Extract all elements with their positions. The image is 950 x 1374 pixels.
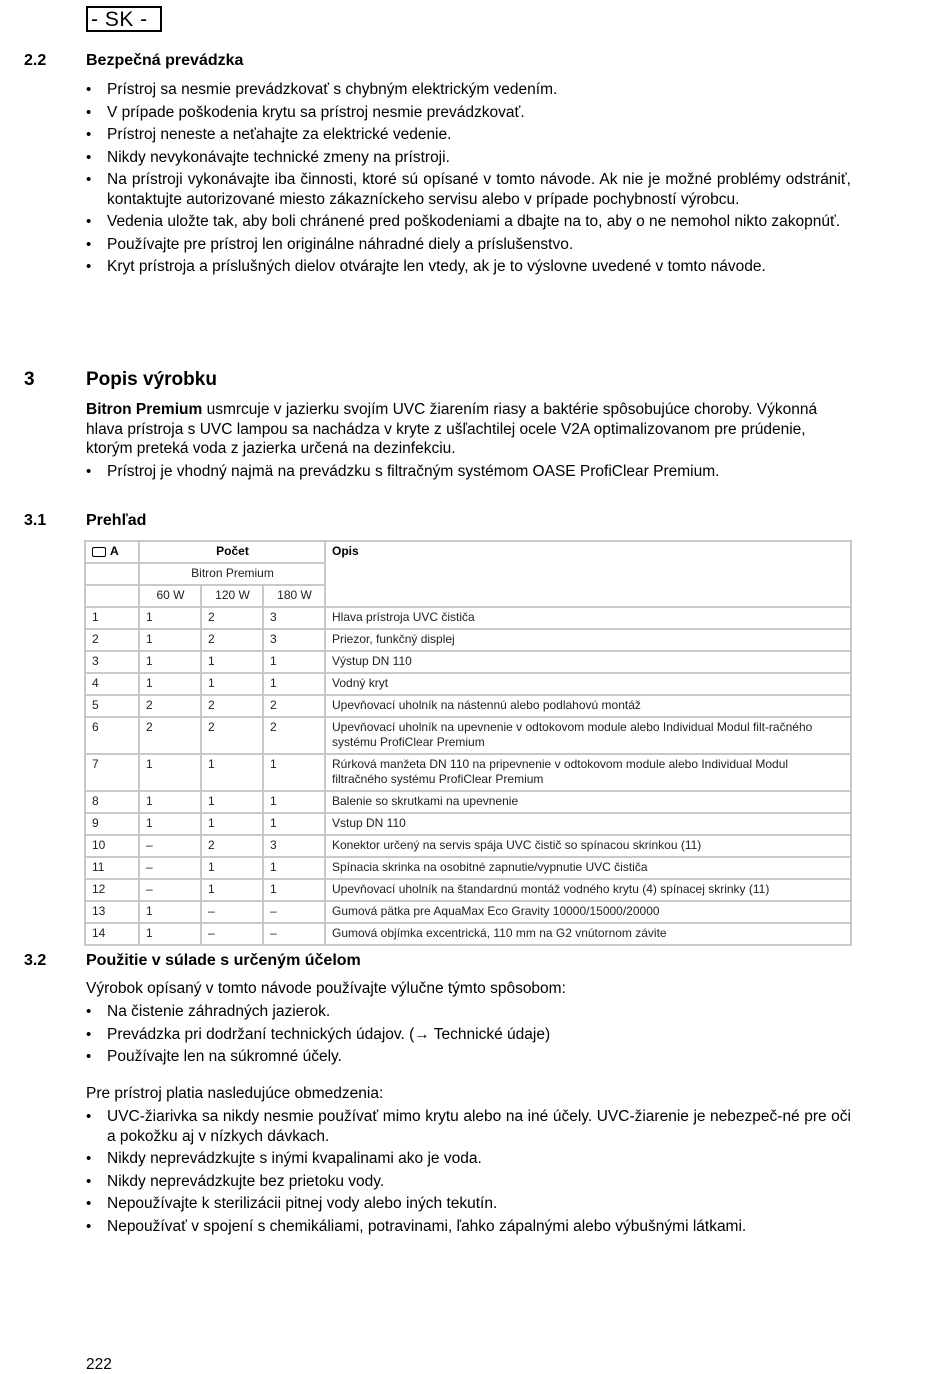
- empty-cell: [85, 563, 139, 585]
- product-name: Bitron Premium: [86, 401, 203, 418]
- section-number: 3.2: [24, 952, 47, 969]
- count-cell: 1: [201, 879, 263, 901]
- part-description-cell: Balenie so skrutkami na upevnenie: [325, 791, 851, 813]
- product-list: [86, 462, 851, 485]
- count-cell: 2: [201, 629, 263, 651]
- restrictions-list: [86, 1107, 851, 1239]
- count-cell: 1: [263, 791, 325, 813]
- count-cell: 1: [139, 813, 201, 835]
- list-item: • Používajte len na súkromné účely.: [86, 1047, 851, 1067]
- part-description-cell: Gumová pätka pre AquaMax Eco Gravity 10000/15000/20000: [325, 901, 851, 923]
- list-item: • Prístroj je vhodný najmä na prevádzku s filtračným systémom OASE ProfiClear Premium.: [86, 462, 851, 482]
- list-item: • Nikdy neprevádzkujte bez prietoku vody.: [86, 1172, 851, 1192]
- intended-use-intro: Výrobok opísaný v tomto návode používajte výlučne týmto spôsobom:: [86, 980, 566, 997]
- count-cell: 1: [201, 791, 263, 813]
- count-cell: 1: [139, 754, 201, 791]
- variant-header: 180 W: [263, 585, 325, 607]
- part-number-cell: 1: [85, 607, 139, 629]
- part-description-cell: Výstup DN 110: [325, 651, 851, 673]
- part-description-cell: Gumová objímka excentrická, 110 mm na G2 vnútornom závite: [325, 923, 851, 945]
- list-item: • Nikdy nevykonávajte technické zmeny na prístroji.: [86, 148, 851, 168]
- table-row: [85, 901, 851, 923]
- count-cell: 2: [139, 695, 201, 717]
- section-number: 3: [24, 369, 35, 390]
- table-row: [85, 717, 851, 754]
- count-cell: 1: [263, 879, 325, 901]
- count-cell: 1: [201, 651, 263, 673]
- list-item: • Na prístroji vykonávajte iba činnosti, ktoré sú opísané v tomto návode. Ak nie je možné problémy odstrániť, kontaktujte autorizované miesto zákazníckeho servisu alebo v prípade pochybností výrobcu.: [86, 170, 851, 209]
- part-number-cell: 8: [85, 791, 139, 813]
- count-cell: 2: [201, 835, 263, 857]
- page-number: 222: [86, 1356, 112, 1373]
- part-number-cell: 2: [85, 629, 139, 651]
- part-number-cell: 12: [85, 879, 139, 901]
- product-header: Bitron Premium: [139, 563, 325, 585]
- part-number-cell: 9: [85, 813, 139, 835]
- part-description-cell: Rúrková manžeta DN 110 na pripevnenie v odtokovom module alebo Individual Modul filtračného systému ProfiClear Premium: [325, 754, 851, 791]
- list-item: • Nikdy neprevádzkujte s inými kvapalinami ako je voda.: [86, 1149, 851, 1169]
- description-text: usmrcuje v jazierku svojím UVC žiarením riasy a baktérie spôsobujúce choroby. Výkonná hlava prístroja s UVC lampou sa nachádza v kryte z ušľachtilej ocele V2A optimalizovanom pre prúdenie, ktorým preteká voda z jazierka určená na dezinfekciu.: [86, 401, 818, 457]
- count-cell: 3: [263, 835, 325, 857]
- count-cell: 1: [201, 673, 263, 695]
- count-cell: 1: [201, 754, 263, 791]
- count-cell: 2: [139, 717, 201, 754]
- table-row: [85, 629, 851, 651]
- list-item: • Nepoužívajte k sterilizácii pitnej vody alebo iných tekutín.: [86, 1194, 851, 1214]
- table-row: [85, 695, 851, 717]
- part-number-cell: 6: [85, 717, 139, 754]
- part-description-cell: Vodný kryt: [325, 673, 851, 695]
- part-description-cell: Priezor, funkčný displej: [325, 629, 851, 651]
- count-cell: 1: [139, 901, 201, 923]
- product-description: [86, 400, 851, 459]
- count-cell: 3: [263, 629, 325, 651]
- count-cell: 1: [139, 629, 201, 651]
- safety-list: [86, 80, 851, 280]
- count-cell: 1: [139, 673, 201, 695]
- variant-header: 60 W: [139, 585, 201, 607]
- section-title: Popis výrobku: [86, 369, 217, 390]
- list-item: • Prístroj neneste a neťahajte za elektrické vedenie.: [86, 125, 851, 145]
- part-number-cell: 10: [85, 835, 139, 857]
- section-title: Použitie v súlade s určeným účelom: [86, 952, 361, 969]
- table-row: [85, 651, 851, 673]
- header-a: A: [85, 541, 139, 563]
- part-number-cell: 14: [85, 923, 139, 945]
- count-cell: 1: [263, 673, 325, 695]
- table-row: [85, 813, 851, 835]
- list-item: • Nepoužívať v spojení s chemikáliami, potravinami, ľahko zápalnými alebo výbušnými látkami.: [86, 1217, 851, 1237]
- count-cell: 1: [263, 813, 325, 835]
- table-row: [85, 754, 851, 791]
- section-number: 3.1: [24, 512, 47, 529]
- table-row: [85, 879, 851, 901]
- count-cell: –: [139, 879, 201, 901]
- count-cell: 3: [263, 607, 325, 629]
- count-cell: 2: [263, 695, 325, 717]
- count-cell: –: [139, 835, 201, 857]
- part-description-cell: Hlava prístroja UVC čističa: [325, 607, 851, 629]
- part-description-cell: Upevňovací uholník na štandardnú montáž vodného krytu (4) spínacej skrinky (11): [325, 879, 851, 901]
- device-outline-icon: [92, 547, 106, 557]
- table-row: [85, 791, 851, 813]
- table-row: [85, 857, 851, 879]
- header-description: Opis: [325, 541, 851, 607]
- count-cell: 1: [139, 607, 201, 629]
- empty-cell: [85, 585, 139, 607]
- part-description-cell: Upevňovací uholník na upevnenie v odtokovom module alebo Individual Modul filt-račného systému ProfiClear Premium: [325, 717, 851, 754]
- part-description-cell: Konektor určený na servis spája UVC čistič so spínacou skrinkou (11): [325, 835, 851, 857]
- part-description-cell: Upevňovací uholník na nástennú alebo podlahovú montáž: [325, 695, 851, 717]
- section-number: 2.2: [24, 52, 47, 69]
- count-cell: 1: [139, 791, 201, 813]
- section-title: Bezpečná prevádzka: [86, 52, 244, 69]
- list-item: • UVC-žiarivka sa nikdy nesmie používať mimo krytu alebo na iné účely. UVC-žiarenie je nebezpeč-né pre oči a pokožku aj v nízkych dávkach.: [86, 1107, 851, 1146]
- part-description-cell: Spínacia skrinka na osobitné zapnutie/vypnutie UVC čističa: [325, 857, 851, 879]
- part-number-cell: 11: [85, 857, 139, 879]
- count-cell: 1: [263, 857, 325, 879]
- intended-use-list: [86, 1002, 851, 1070]
- part-number-cell: 4: [85, 673, 139, 695]
- table-row: [85, 673, 851, 695]
- list-item: • Prevádzka pri dodržaní technických údajov. (→ Technické údaje): [86, 1025, 851, 1045]
- list-item: • Vedenia uložte tak, aby boli chránené pred poškodeniami a dbajte na to, aby o ne nemohol nikto zakopnúť.: [86, 212, 851, 232]
- part-number-cell: 13: [85, 901, 139, 923]
- table-header-row: [85, 541, 851, 563]
- count-cell: –: [201, 901, 263, 923]
- part-number-cell: 5: [85, 695, 139, 717]
- part-number-cell: 3: [85, 651, 139, 673]
- language-tag: - SK -: [86, 6, 162, 32]
- table-row: [85, 923, 851, 945]
- parts-table: [84, 540, 852, 946]
- variant-header: 120 W: [201, 585, 263, 607]
- list-item: • Kryt prístroja a príslušných dielov otvárajte len vtedy, ak je to výslovne uvedené v tomto návode.: [86, 257, 851, 277]
- count-cell: 1: [263, 754, 325, 791]
- section-title: Prehľad: [86, 512, 147, 529]
- list-item: • V prípade poškodenia krytu sa prístroj nesmie prevádzkovať.: [86, 103, 851, 123]
- table-row: [85, 607, 851, 629]
- count-cell: 2: [201, 607, 263, 629]
- count-cell: 2: [201, 717, 263, 754]
- part-description-cell: Vstup DN 110: [325, 813, 851, 835]
- count-cell: 1: [139, 651, 201, 673]
- count-cell: 2: [201, 695, 263, 717]
- count-cell: –: [201, 923, 263, 945]
- count-cell: –: [139, 857, 201, 879]
- list-item: • Prístroj sa nesmie prevádzkovať s chybným elektrickým vedením.: [86, 80, 851, 100]
- count-cell: –: [263, 923, 325, 945]
- count-cell: –: [263, 901, 325, 923]
- restrictions-intro: Pre prístroj platia nasledujúce obmedzenia:: [86, 1085, 384, 1102]
- count-cell: 1: [201, 813, 263, 835]
- header-count: Počet: [139, 541, 325, 563]
- count-cell: 1: [263, 651, 325, 673]
- table-row: [85, 835, 851, 857]
- list-item: • Používajte pre prístroj len originálne náhradné diely a príslušenstvo.: [86, 235, 851, 255]
- count-cell: 2: [263, 717, 325, 754]
- count-cell: 1: [201, 857, 263, 879]
- count-cell: 1: [139, 923, 201, 945]
- list-item: • Na čistenie záhradných jazierok.: [86, 1002, 851, 1022]
- part-number-cell: 7: [85, 754, 139, 791]
